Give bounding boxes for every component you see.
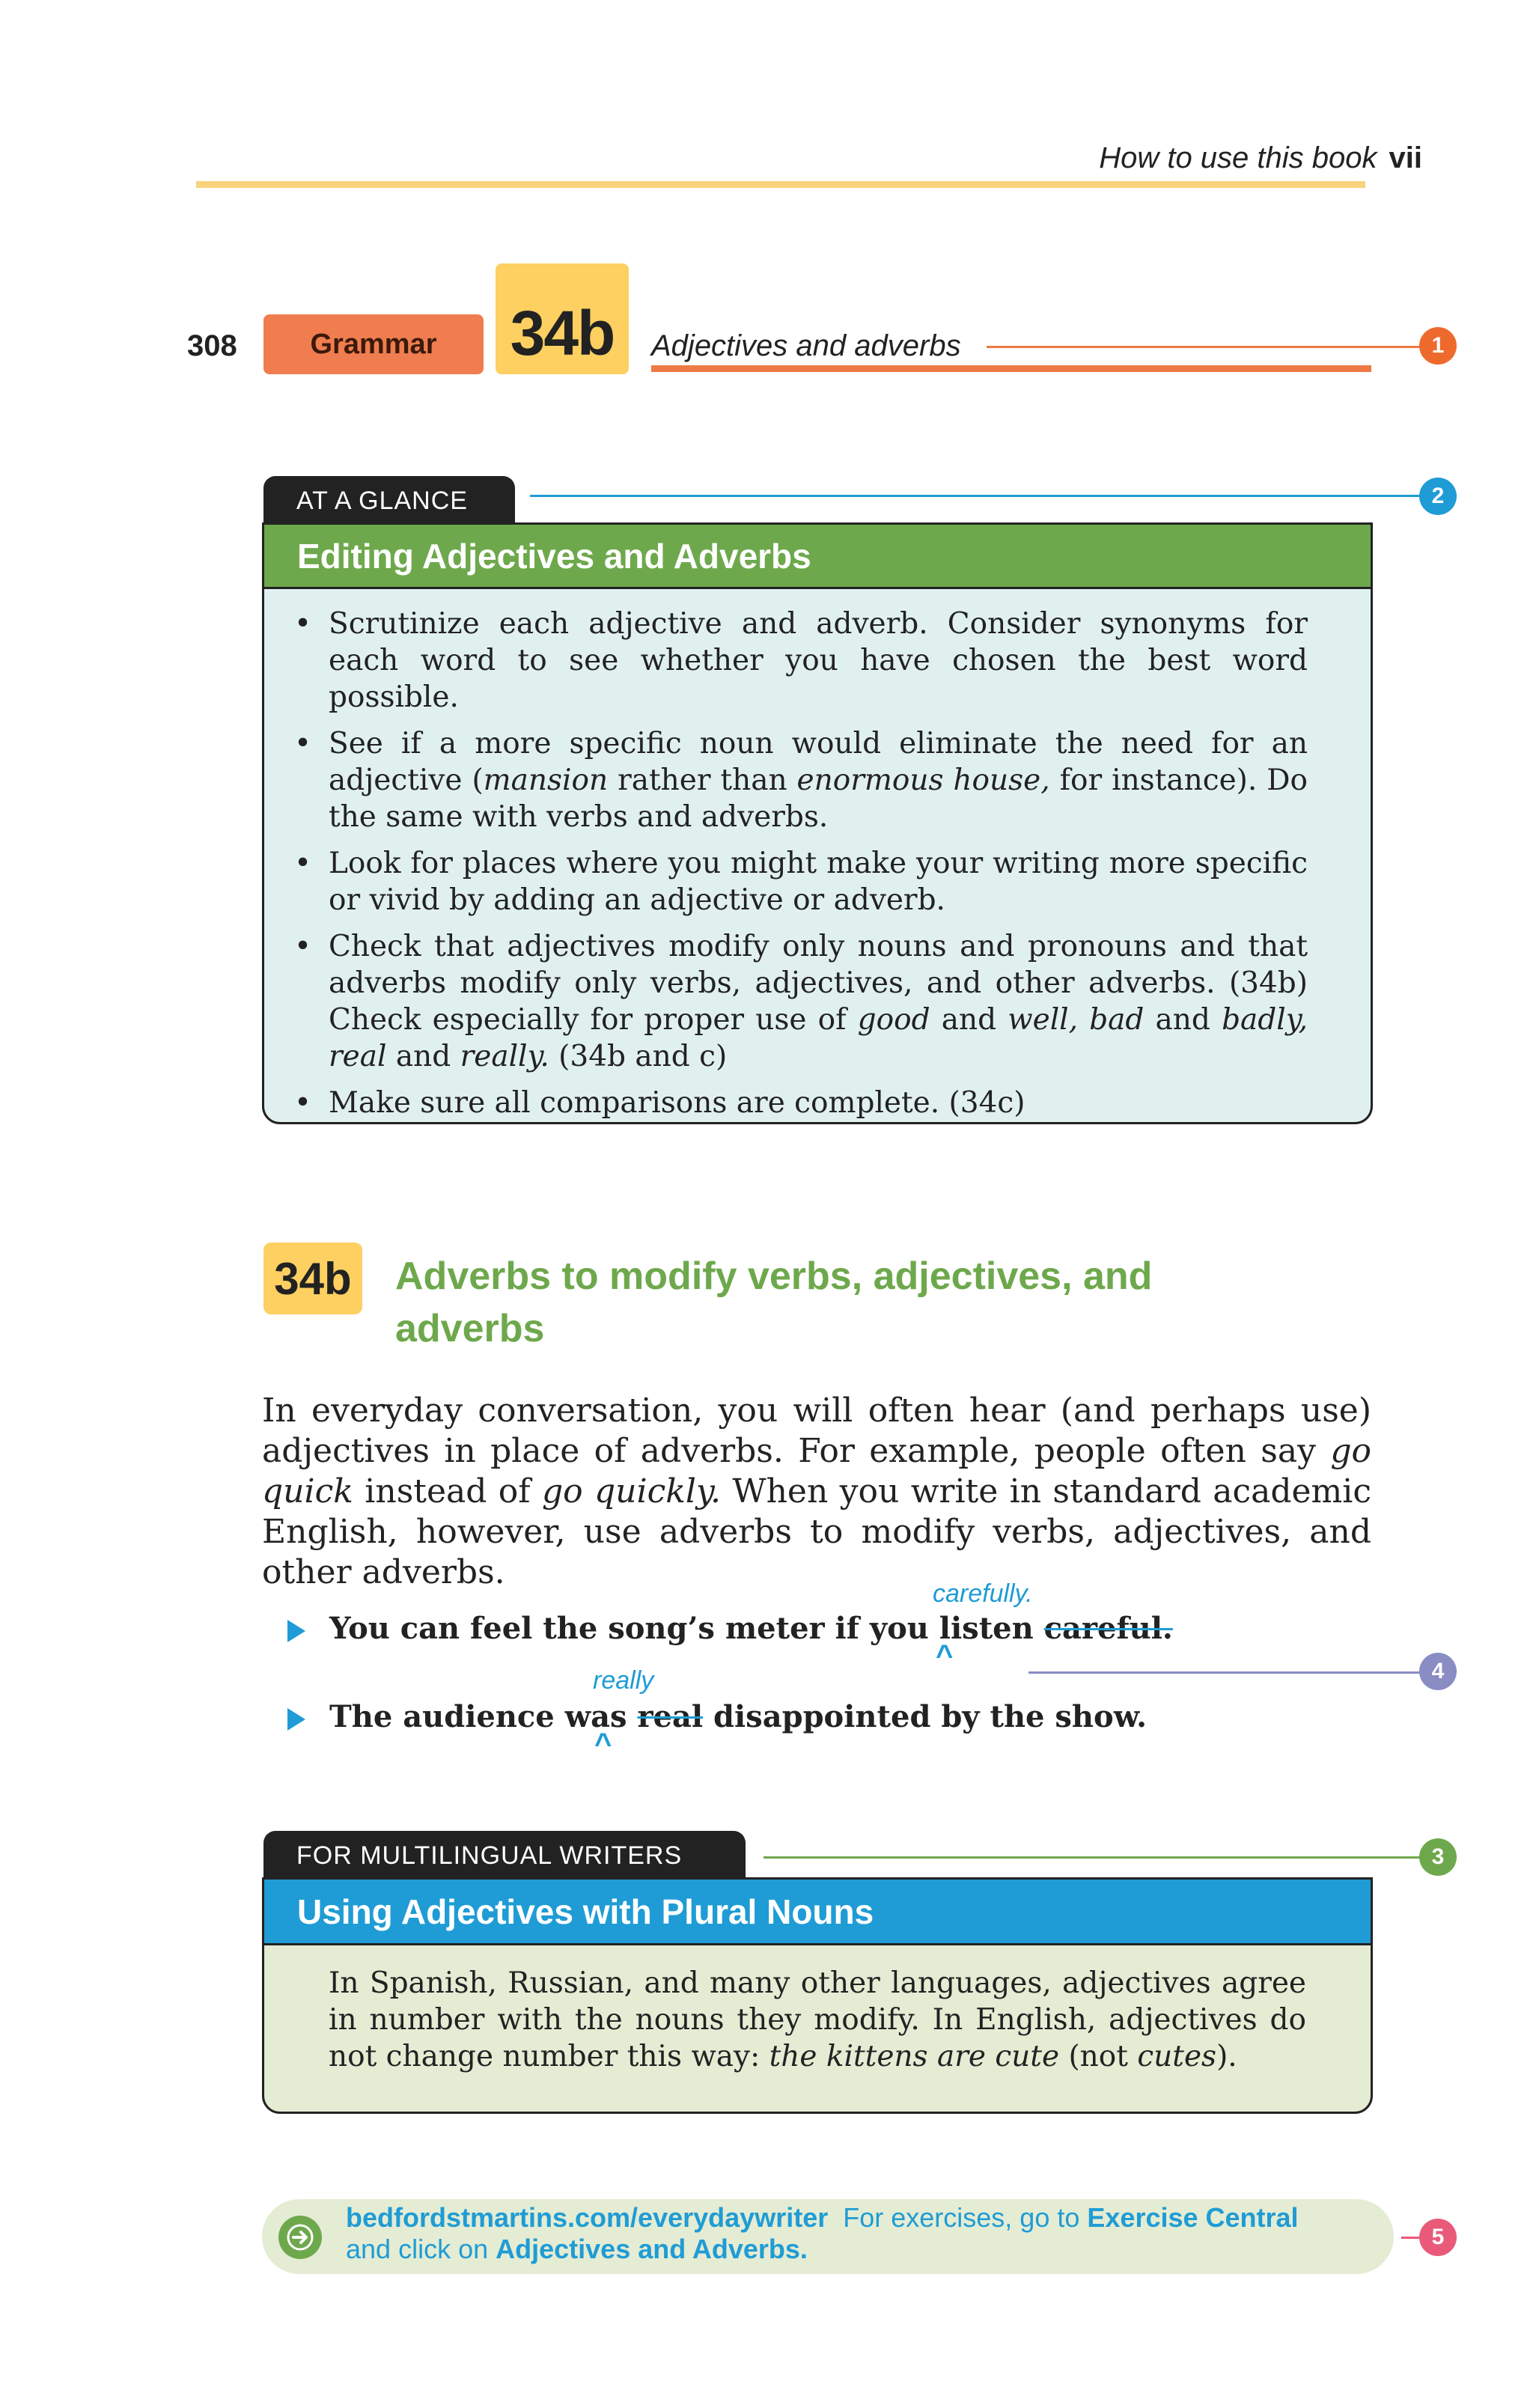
multilingual-tab: FOR MULTILINGUAL WRITERS	[263, 1831, 746, 1880]
example-sentence: You can feel the song’s meter if you listen careful.	[329, 1611, 1173, 1646]
page-number: 308	[187, 329, 237, 362]
body-paragraph: In everyday conversation, you will often hear (and perhaps use) adjectives in place of adverbs. For example, people often say go quick instead of go quickly. When you write in standard academic English, however, use adverbs to modify verbs, adjectives, and other adverbs.	[262, 1392, 1371, 1591]
section-heading: Adverbs to modify verbs, adjectives, and adverbs	[395, 1255, 1153, 1350]
header-rule	[651, 365, 1371, 372]
example-arrow-icon	[287, 1620, 305, 1642]
callout-badge-3: 3	[1419, 1838, 1457, 1876]
inserted-word: carefully.	[933, 1579, 1033, 1608]
running-head	[1099, 141, 1422, 175]
at-a-glance-list	[264, 606, 1371, 1121]
running-head-rule	[196, 181, 1365, 188]
list-item: • Scrutinize each adjective and adverb. Consider synonyms for each word to see whether you have chosen the best word possible.	[264, 606, 1371, 716]
at-a-glance-box	[262, 522, 1373, 1124]
list-item: • Make sure all comparisons are complete. (34c)	[264, 1085, 1371, 1121]
callout-badge-1: 1	[1419, 327, 1457, 365]
at-a-glance-title: Editing Adjectives and Adverbs	[264, 525, 1371, 589]
list-item: • See if a more specific noun would eliminate the need for an adjective (mansion rather than enormous house, for instance). Do the same with verbs and adverbs.	[264, 725, 1371, 835]
section-tag: 34b	[496, 263, 629, 374]
deleted-word: careful.	[1043, 1611, 1173, 1646]
multilingual-title: Using Adjectives with Plural Nouns	[264, 1880, 1371, 1945]
callout-badge-4: 4	[1419, 1653, 1457, 1690]
callout-badge-5: 5	[1419, 2219, 1457, 2256]
list-item: • Check that adjectives modify only nouns and pronouns and that adverbs modify only verbs, adjectives, and other adverbs. (34b) Check especially for proper use of good and well, bad and badly, real and really. (34b and c)	[264, 928, 1371, 1075]
running-head-title: How to use this book	[1099, 141, 1377, 174]
callout-line-1	[987, 346, 1422, 348]
callout-line-3	[764, 1856, 1422, 1859]
list-item: • Look for places where you might make your writing more specific or vivid by adding an adjective or adverb.	[264, 845, 1371, 918]
deleted-word: real	[637, 1699, 704, 1734]
multilingual-box	[262, 1877, 1373, 2114]
callout-badge-2: 2	[1419, 478, 1457, 515]
caret-mark: ^	[936, 1639, 954, 1672]
callout-line-4	[1028, 1671, 1422, 1674]
section-number-badge: 34b	[263, 1243, 362, 1314]
example-sentence: The audience was real disappointed by the show.	[329, 1699, 1148, 1734]
arrow-right-circle-icon[interactable]	[278, 2216, 322, 2259]
multilingual-text: In Spanish, Russian, and many other languages, adjectives agree in number with the nouns they modify. In English, adjectives do not change number this way: the kittens are cute (not cutes).	[329, 1966, 1306, 2073]
example-arrow-icon	[287, 1708, 305, 1731]
callout-line-2	[530, 495, 1422, 497]
header-section-title: Adjectives and adverbs	[651, 329, 961, 362]
callout-line-5	[1401, 2237, 1419, 2239]
inserted-word: really	[593, 1666, 654, 1695]
running-head-page: vii	[1389, 141, 1422, 174]
exercise-central-link[interactable]: Exercise Central	[1087, 2202, 1299, 2233]
web-resource-text: bedfordstmartins.com/everydaywriter For exercises, go to Exercise Central and click on Adjectives and Adverbs.	[346, 2202, 1299, 2264]
caret-mark: ^	[594, 1728, 612, 1761]
adjectives-adverbs-link[interactable]: Adjectives and Adverbs.	[496, 2234, 808, 2264]
part-tag: Grammar	[263, 314, 484, 374]
at-a-glance-tab: AT A GLANCE	[263, 476, 515, 525]
web-url-link[interactable]: bedfordstmartins.com/everydaywriter	[346, 2202, 829, 2233]
